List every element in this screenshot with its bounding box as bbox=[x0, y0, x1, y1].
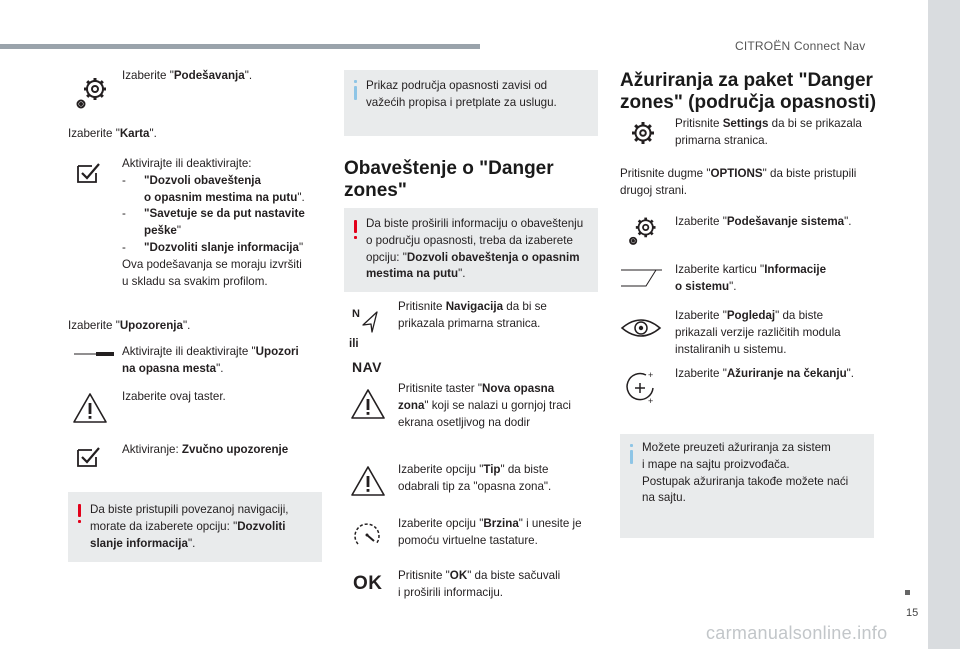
step-taster: Izaberite ovaj taster. bbox=[122, 390, 226, 403]
info-marker bbox=[354, 86, 357, 100]
svg-text:+: + bbox=[648, 396, 654, 406]
warning-marker bbox=[354, 220, 357, 233]
step-podesavanja: Izaberite "Podešavanja". bbox=[122, 69, 253, 82]
svg-text:+: + bbox=[648, 370, 654, 380]
toggle-line-icon bbox=[74, 351, 114, 359]
info-box-download bbox=[620, 434, 874, 538]
page-number: 15 bbox=[906, 607, 919, 619]
step-pogledaj: Izaberite "Pogledaj" da biste prikazali verzije različitih modula instaliranih u sistemu. bbox=[675, 309, 841, 356]
info-marker bbox=[630, 450, 633, 464]
settings-gears-icon bbox=[73, 74, 111, 112]
brand-header: CITROËN Connect Nav bbox=[735, 39, 866, 53]
warning-triangle-icon bbox=[350, 465, 386, 497]
step-brzina: Izaberite opciju "Brzina" i unesite je pomoću virtuelne tastature. bbox=[398, 517, 582, 547]
step-informacije: Izaberite karticu "Informacije o sistemu". bbox=[675, 263, 827, 293]
top-rule bbox=[0, 44, 480, 49]
warning-text: Da biste proširili informaciju o obaveštenju o području opasnosti, treba da izaberete opciju: "Dozvoli obaveštenja o opasnim mestima na putu". bbox=[366, 217, 584, 281]
watermark: carmanualsonline.info bbox=[706, 623, 888, 643]
warning-marker-dot bbox=[78, 520, 81, 523]
info-marker-dot bbox=[630, 444, 633, 447]
heading-azuriranja: Ažuriranja za paket "Danger zones" (područja opasnosti) bbox=[620, 70, 877, 113]
warning-marker-dot bbox=[354, 236, 357, 239]
page-dot bbox=[905, 590, 910, 595]
step-ok: Pritisnite "OK" da biste sačuvali i proširili informaciju. bbox=[398, 569, 561, 599]
settings-gear-icon bbox=[628, 118, 658, 148]
checkbox-icon bbox=[76, 162, 102, 184]
step-karta: Izaberite "Karta". bbox=[68, 127, 157, 140]
step-azuriranje-na-cekanju: Izaberite "Ažuriranje na čekanju". bbox=[675, 367, 854, 380]
step-upozorenja: Izaberite "Upozorenja". bbox=[68, 319, 191, 332]
step-zvucno: Aktiviranje: Zvučno upozorenje bbox=[122, 443, 289, 456]
info-box-display bbox=[344, 70, 598, 136]
info-text: Prikaz područja opasnosti zavisi od važećih propisa i pretplate za uslugu. bbox=[366, 79, 557, 109]
step-tip: Izaberite opciju "Tip" da biste odabrali tip za "opasna zona". bbox=[398, 463, 552, 493]
info-text: Možete preuzeti ažuriranja za sistem i mape na sajtu proizvođača. Postupak ažuriranja takođe možete naći na sajtu. bbox=[642, 441, 849, 505]
warning-box-navigation bbox=[68, 492, 322, 562]
update-pending-icon bbox=[622, 370, 658, 406]
step-navigacija: Pritisnite Navigacija da bi se prikazala primarna stranica. bbox=[398, 300, 547, 330]
svg-text:N: N bbox=[352, 308, 360, 320]
step-podesavanje-sistema: Izaberite "Podešavanje sistema". bbox=[675, 215, 852, 228]
eye-icon bbox=[620, 314, 662, 342]
navigation-arrow-icon bbox=[352, 307, 380, 333]
heading-obavestenje: Obaveštenje o "Danger zones" bbox=[344, 158, 554, 201]
side-strip bbox=[928, 0, 960, 649]
checkbox-icon bbox=[76, 446, 102, 468]
warning-text: Da biste pristupili povezanoj navigaciji, morate da izaberete opciju: "Dozvoliti slanje informacija". bbox=[90, 503, 289, 550]
step-options: Pritisnite dugme "OPTIONS" da biste pristupili drugoj strani. bbox=[620, 167, 857, 197]
activate-options: Aktivirajte ili deaktivirajte: - "Dozvoli obaveštenja o opasnim mestima na putu". - "Savetuje se da put nastavite peške" - "Dozvoliti slanje informacija" Ova podešavanja se moraju izvršiti u skladu sa svakim profilom. bbox=[122, 157, 305, 288]
ok-button-label: OK bbox=[353, 573, 383, 594]
speedometer-icon bbox=[352, 520, 382, 550]
warning-triangle-icon bbox=[350, 388, 386, 420]
warning-triangle-icon bbox=[72, 392, 108, 424]
nav-button-label: NAV bbox=[352, 359, 383, 375]
info-marker-dot bbox=[354, 80, 357, 83]
ili-label: ili bbox=[349, 338, 359, 350]
step-upozori: Aktivirajte ili deaktivirajte "Upozori na opasna mesta". bbox=[122, 345, 299, 375]
warning-box-extend bbox=[344, 208, 598, 292]
settings-gears-icon bbox=[626, 214, 660, 248]
tab-shape-icon bbox=[620, 268, 664, 288]
step-settings: Pritisnite Settings da bi se prikazala primarna stranica. bbox=[675, 117, 862, 147]
warning-marker bbox=[78, 504, 81, 517]
step-nova-zona: Pritisnite taster "Nova opasna zona" koji se nalazi u gornjoj traci ekrana osetljivog na dodir bbox=[398, 382, 571, 429]
